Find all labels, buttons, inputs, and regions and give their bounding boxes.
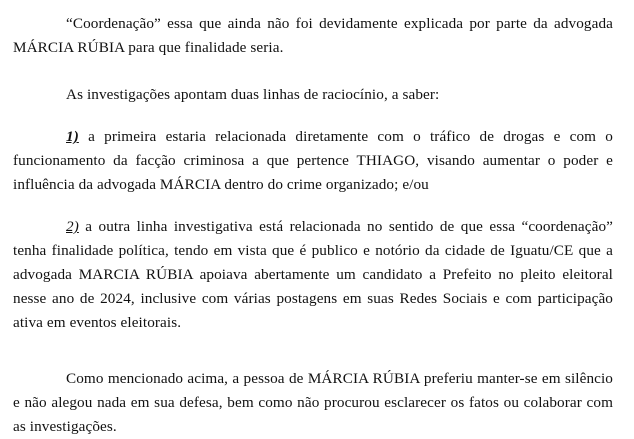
paragraph-text: As investigações apontam duas linhas de raciocínio, a saber: — [66, 86, 440, 103]
paragraph-item-2 — [13, 215, 613, 335]
item-number: 2) — [66, 218, 79, 235]
paragraph-coordenacao — [13, 12, 613, 60]
paragraph-text: Como mencionado acima, a pessoa de MÁRCIA RÚBIA preferiu manter-se em silêncio e não alegou nada em sua defesa, bem como não procurou esclarecer os fatos ou colaborar com as investigações. — [13, 370, 613, 435]
paragraph-investigation-lines — [13, 83, 439, 107]
paragraph-conclusion — [13, 367, 613, 439]
paragraph-text: “Coordenação” essa que ainda não foi devidamente explicada por parte da advogada MÁRCIA RÚBIA para que finalidade seria. — [13, 15, 613, 56]
item-number: 1) — [66, 128, 79, 145]
paragraph-text: a outra linha investigativa está relacionada no sentido de que essa “coordenação” tenha finalidade política, tendo em vista que é publico e notório da cidade de Iguatu/CE que a advogada MARCIA RÚBIA apoiava abertamente um candidato a Prefeito no pleito eleitoral nesse ano de 2024, inclusive com várias postagens em suas Redes Sociais e com participação ativa em eventos eleitorais. — [13, 218, 613, 331]
paragraph-item-1 — [13, 125, 613, 197]
paragraph-text: a primeira estaria relacionada diretamente com o tráfico de drogas e com o funcionamento da facção criminosa a que pertence THIAGO, visando aumentar o poder e influência da advogada MÁRCIA dentro do crime organizado; e/ou — [13, 128, 613, 193]
